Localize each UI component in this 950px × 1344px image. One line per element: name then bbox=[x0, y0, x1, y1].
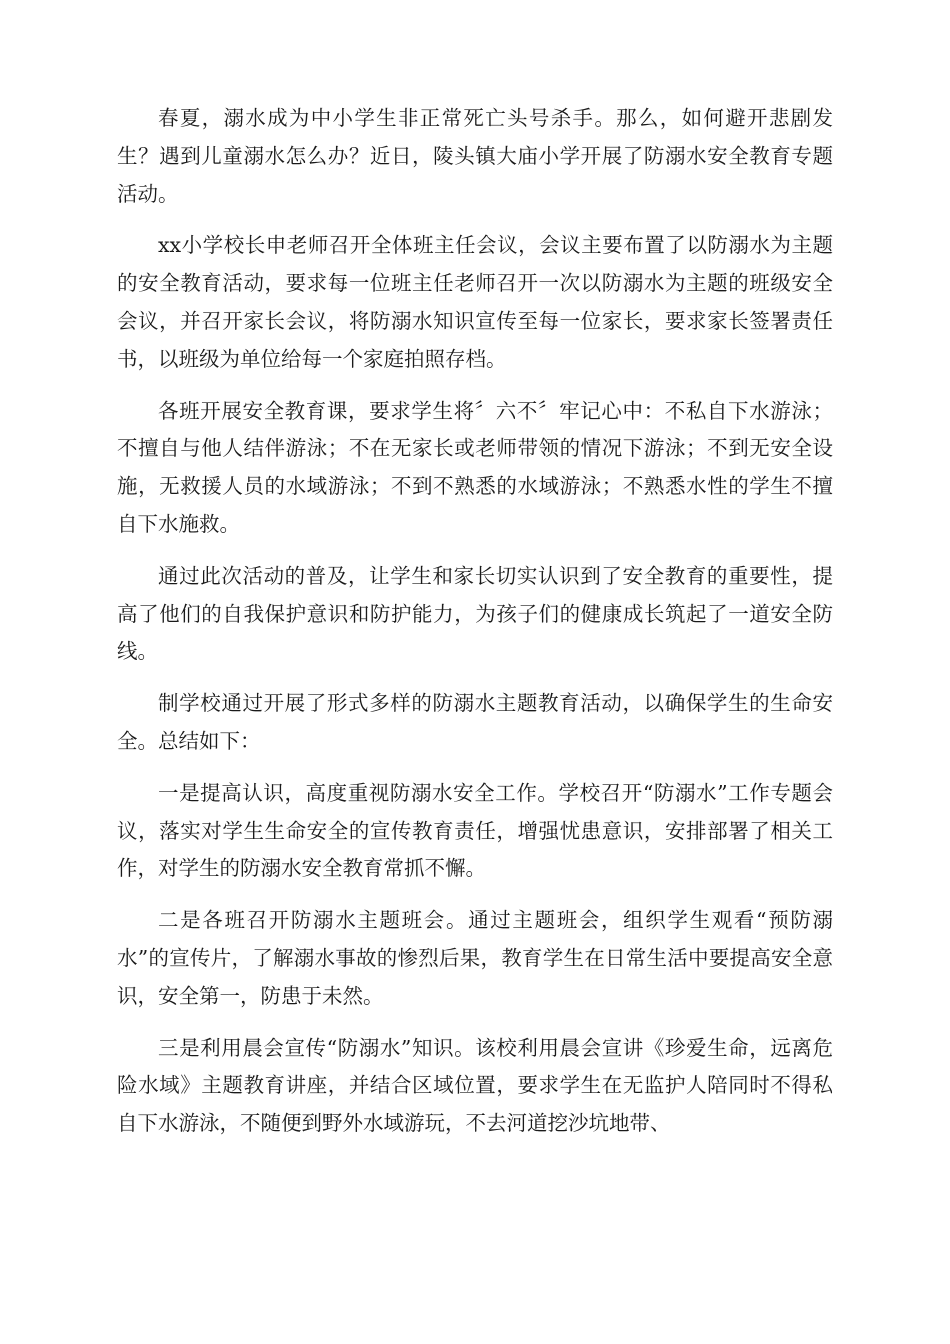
document-body bbox=[117, 100, 833, 1157]
paragraph-5: 制学校通过开展了形式多样的防溺水主题教育活动，以确保学生的生命安全。总结如下： bbox=[117, 691, 833, 753]
paragraph-7: 二是各班召开防溺水主题班会。通过主题班会，组织学生观看“预防溺水”的宣传片，了解溺水事故的惨烈后果，教育学生在日常生活中要提高安全意识，安全第一，防患于未然。 bbox=[117, 908, 833, 1008]
paragraph-4: 通过此次活动的普及，让学生和家长切实认识到了安全教育的重要性，提高了他们的自我保护意识和防护能力，为孩子们的健康成长筑起了一道安全防线。 bbox=[117, 563, 833, 664]
paragraph-1: 春夏，溺水成为中小学生非正常死亡头号杀手。那么，如何避开悲剧发生？遇到儿童溺水怎么办？近日，陵头镇大庙小学开展了防溺水安全教育专题活动。 bbox=[117, 106, 833, 206]
paragraph-8: 三是利用晨会宣传“防溺水”知识。该校利用晨会宣讲《珍爱生命，远离危险水域》主题教育讲座，并结合区域位置，要求学生在无监护人陪同时不得私自下水游泳，不随便到野外水域游玩，不去河道挖沙坑地带、 bbox=[117, 1035, 833, 1136]
paragraph-3: 各班开展安全教育课，要求学生将〞六不〞牢记心中：不私自下水游泳；不擅自与他人结伴游泳；不在无家长或老师带领的情况下游泳；不到无安全设施，无救援人员的水域游泳；不到不熟悉的水域游泳；不熟悉水性的学生不擅自下水施救。 bbox=[117, 398, 833, 536]
paragraph-2: xx小学校长申老师召开全体班主任会议，会议主要布置了以防溺水为主题的安全教育活动，要求每一位班主任老师召开一次以防溺水为主题的班级安全会议，并召开家长会议，将防溺水知识宣传至每一位家长，要求家长签署责任书，以班级为单位给每一个家庭拍照存档。 bbox=[117, 233, 833, 371]
paragraph-6: 一是提高认识，高度重视防溺水安全工作。学校召开“防溺水”工作专题会议，落实对学生生命安全的宣传教育责任，增强忧患意识，安排部署了相关工作，对学生的防溺水安全教育常抓不懈。 bbox=[117, 780, 833, 881]
